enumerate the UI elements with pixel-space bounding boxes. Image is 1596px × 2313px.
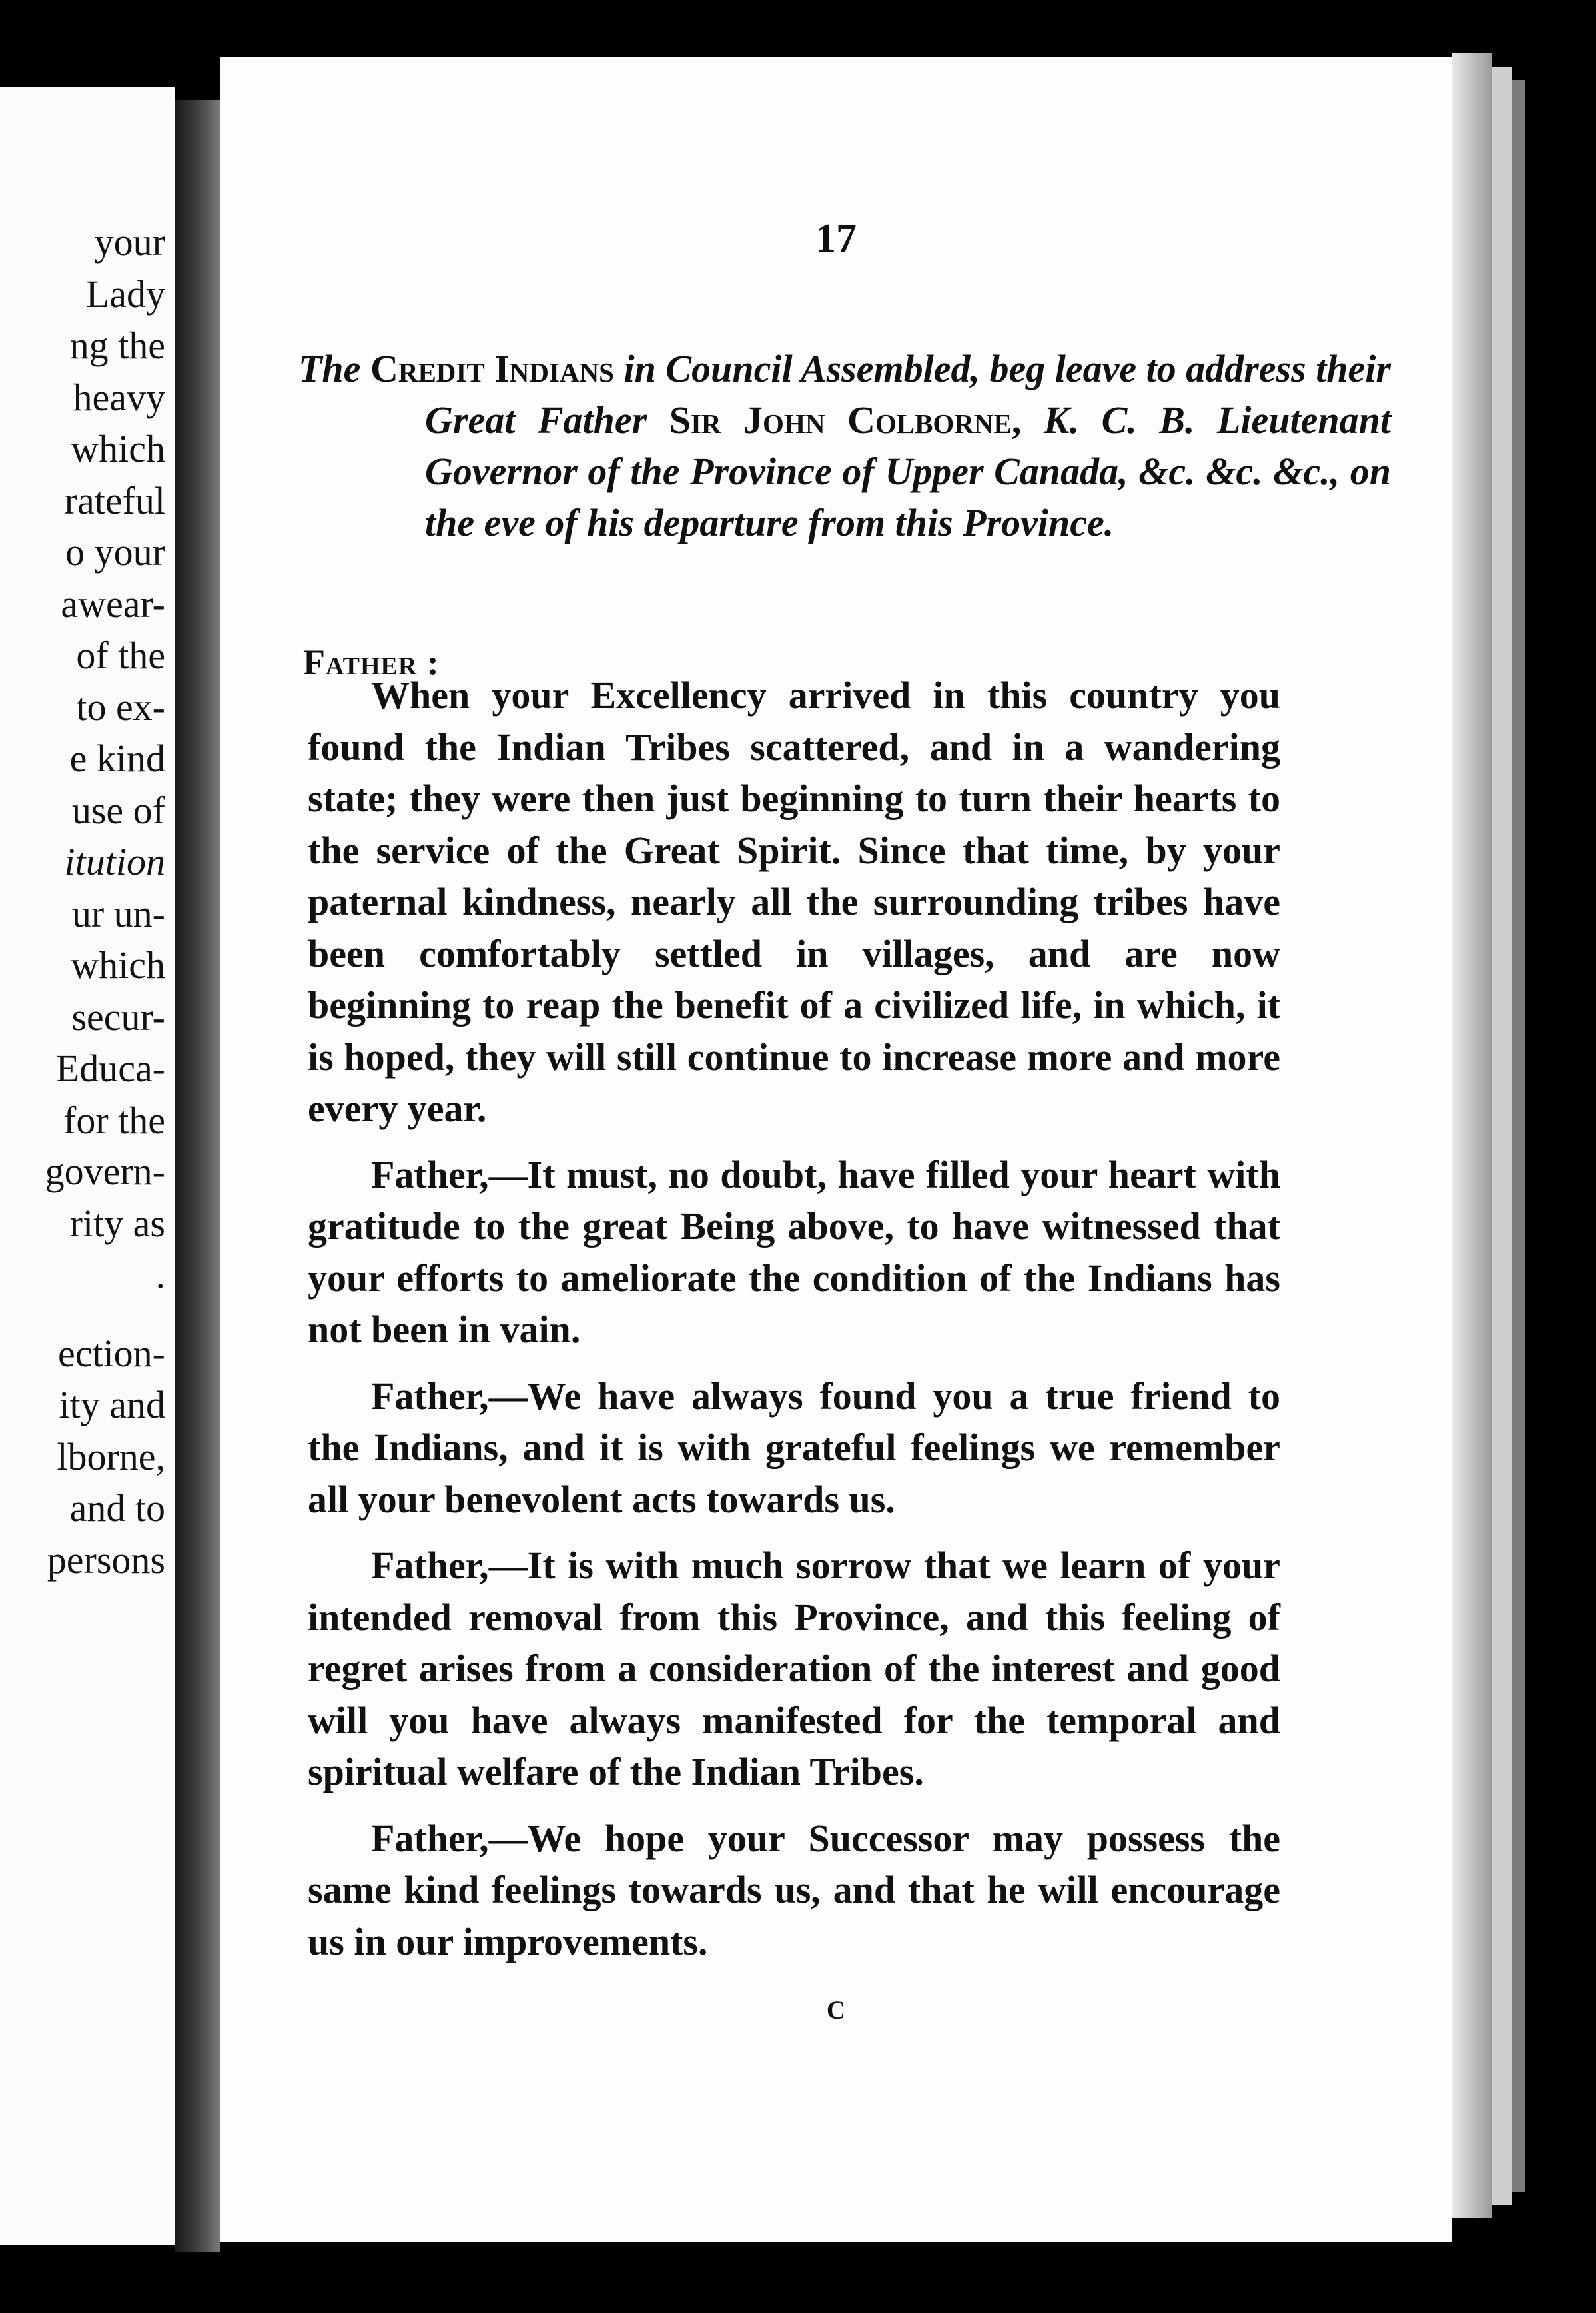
paragraph-5: Father,—We hope your Successor may possess the same kind feelings towards us, and that he will encourage us in our improvements. (308, 1816, 1280, 1963)
main-page (220, 57, 1452, 2242)
paragraph-1: When your Excellency arrived in this country you found the Indian Tribes scattered, and in a wandering state; they were then just beginning to turn their hearts to the service of the Great Spirit. Since that time, by your paternal kindness, nearly all the surrounding tribes have been comfortably settled in villages, and are now beginning to reap the benefit of a civilized life, in which, it is hoped, they will still continue to increase more and more every year. (308, 674, 1280, 1130)
left-page-line: ity and (59, 1383, 165, 1426)
heading-part-3: K. C. B. Lieutenant Governor of the Province of Upper Canada, &c. &c. &c., on the eve of his departure from this Province. (425, 398, 1392, 544)
left-page-line: Educa- (55, 1047, 165, 1090)
left-page-line: lborne, (57, 1434, 165, 1478)
left-page-line: ng the (69, 324, 165, 367)
left-page-line: which (71, 427, 165, 470)
left-page-line: and to (69, 1486, 165, 1530)
left-page-line: to ex- (76, 685, 165, 729)
left-page-line: your (94, 221, 165, 264)
left-page-line: persons (47, 1538, 165, 1582)
heading-credit-indians: Credit Indians (370, 347, 614, 390)
paragraph-2: Father,—It must, no doubt, have filled your heart with gratitude to the great Being above, to have witnessed that your efforts to ameliorate the condition of the Indians has not been in vain. (308, 1153, 1280, 1351)
heading-part-1: The (298, 347, 370, 390)
page-edge (1452, 53, 1492, 2218)
left-page-line: Lady (85, 272, 165, 316)
left-page-line: rity as (69, 1201, 165, 1245)
left-page-line: which (71, 943, 165, 987)
left-page-line: govern- (45, 1150, 165, 1193)
left-page-line: heavy (73, 375, 165, 419)
left-facing-page (0, 87, 175, 2245)
left-page-line: for the (63, 1098, 165, 1142)
left-page-line: awear- (61, 582, 165, 626)
page-edge (1512, 80, 1525, 2192)
signature-mark: c (826, 1986, 846, 2027)
book-gutter-shadow (175, 100, 220, 2252)
left-page-line: ur un- (71, 891, 165, 935)
left-page-line: secur- (71, 995, 165, 1039)
page-edge (1492, 67, 1512, 2205)
left-page-line: use of (71, 788, 165, 832)
page-number: 17 (815, 216, 857, 261)
address-body (308, 670, 1280, 1982)
left-page-line: e kind (69, 737, 165, 780)
left-page-line: o your (65, 530, 165, 574)
heading-part-2: in Council Assembled, beg leave to address their Great Father (425, 347, 1391, 442)
heading-sir-john-colborne: Sir John Colborne, (669, 398, 1022, 442)
left-page-line: of the (76, 634, 165, 677)
left-page-line: ection- (57, 1331, 165, 1375)
left-page-line: itution (64, 840, 165, 883)
left-page-line: rateful (64, 478, 165, 522)
address-heading (298, 343, 1391, 548)
paragraph-4: Father,—It is with much sorrow that we learn of your intended removal from this Province, and this feeling of regret arises from a consideration of the interest and good will you have always manifested for the temporal and spiritual welfare of the Indian Tribes. (308, 1544, 1280, 1793)
salutation: Father : (303, 642, 440, 682)
paragraph-3: Father,—We have always found you a true friend to the Indians, and it is with grateful feelings we remember all your benevolent acts towards us. (308, 1374, 1280, 1521)
left-page-line: . (155, 1253, 165, 1296)
